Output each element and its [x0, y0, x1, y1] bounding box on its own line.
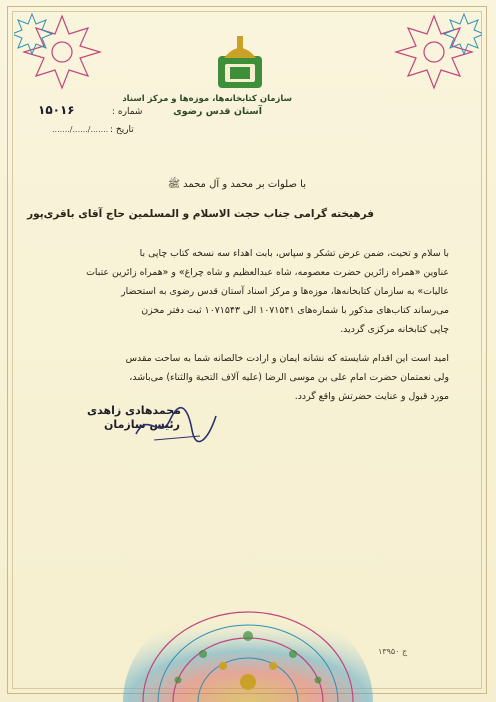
rosette-ornament-icon: [123, 596, 373, 702]
letter-date-label: تاریخ :: [110, 125, 134, 135]
recipient-line: فرهیخته گرامی جناب حجت الاسلام و المسلمین حاج آقای باقری‌پور: [27, 208, 374, 220]
org-name-line-2: آستان قدس رضوی: [173, 106, 262, 117]
signature-icon: [130, 400, 220, 450]
letter-number-value: ۱۵۰۱۶: [38, 103, 75, 117]
signatory-title: رئیس سازمان: [104, 418, 180, 431]
body-line: با سلام و تحیت، ضمن عرض تشکر و سپاس، بابت اهداء سه نسخه کتاب چاپی با: [139, 248, 449, 259]
shrine-logo-icon: [210, 36, 270, 92]
body-line: عالیات» به سازمان کتابخانه‌ها، موزه‌ها و مرکز اسناد آستان قدس رضوی به استحضار: [121, 286, 449, 297]
body-line: می‌رساند کتاب‌های مذکور با شماره‌های ۱۰۷۱۵۴۱ الی ۱۰۷۱۵۴۳ ثبت دفتر مخزن: [141, 305, 449, 316]
salutation: با صلوات بر محمد و آل محمد ﷺ: [167, 179, 306, 190]
body-line: عناوین «همراه زائرین حضرت معصومه، شاه عبدالعظیم و شاه چراغ» و «همراه زائرین عتبات: [86, 267, 449, 278]
body-line: چاپی کتابخانه مرکزی گردید.: [340, 324, 449, 335]
org-name-line-1: سازمان کتابخانه‌ها، موزه‌ها و مرکز اسناد: [122, 94, 292, 104]
signatory-name: محمدهادی زاهدی: [87, 404, 181, 417]
star-ornament-icon: [14, 12, 110, 90]
body-line: ولی نعمتمان حضرت امام علی بن موسی الرضا (علیه آلاف التحیة والثناء) می‌باشد،: [129, 372, 449, 383]
letter-date-value: ......./....../.......: [52, 125, 109, 134]
letter-number-label: شماره :: [112, 107, 143, 117]
star-ornament-icon: [386, 12, 482, 90]
body-line: مورد قبول و عنایت حضرتش واقع گردد.: [294, 391, 449, 402]
footer-code: ج ۱۳۹۵۰: [378, 647, 408, 656]
body-line: امید است این اقدام شایسته که نشانه ایمان و ارادت خالصانه شما به ساحت مقدس: [125, 353, 449, 364]
